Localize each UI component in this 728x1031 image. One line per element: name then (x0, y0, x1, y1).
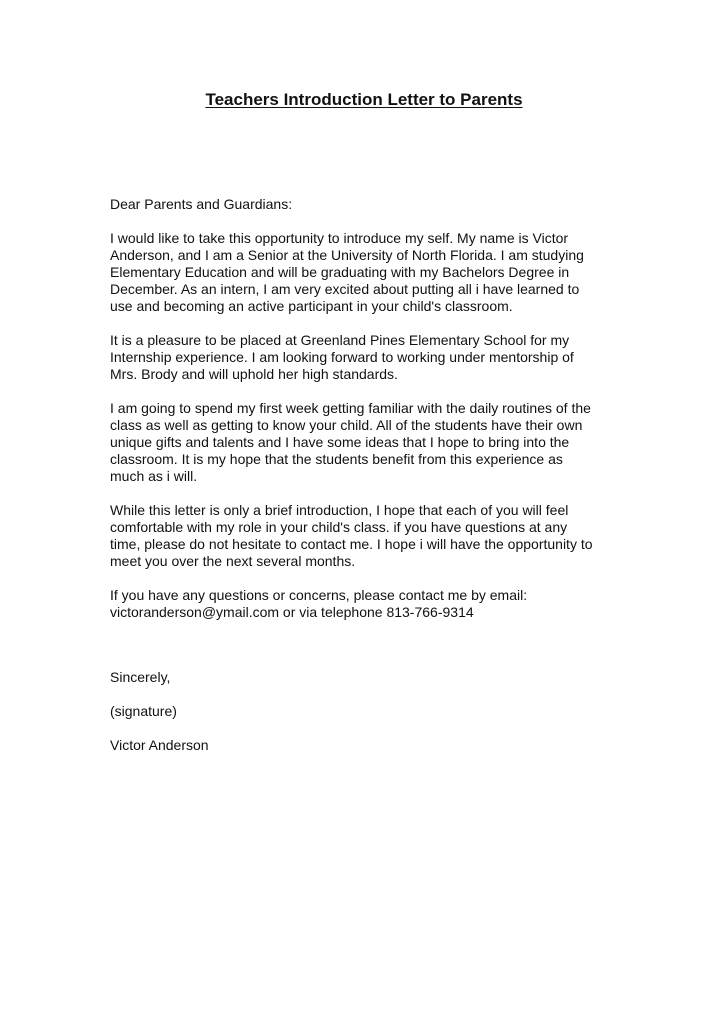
paragraph-line: meet you over the next several months. (110, 553, 356, 569)
paragraph-contact (110, 587, 625, 621)
paragraph-line: Anderson, and I am a Senior at the University of North Florida. I am studying (110, 247, 584, 263)
letter-body (110, 196, 625, 638)
letter-title: Teachers Introduction Letter to Parents (205, 90, 523, 109)
paragraph-line: Internship experience. I am looking forward to working under mentorship of (110, 349, 574, 365)
paragraph-line: December. As an intern, I am very excited about putting all i have learned to (110, 281, 580, 297)
paragraph-line: I would like to take this opportunity to introduce my self. My name is Victor (110, 230, 569, 246)
signer-name: Victor Anderson (110, 737, 209, 753)
paragraph-line: While this letter is only a brief introduction, I hope that each of you will feel (110, 502, 569, 518)
paragraph-line: Elementary Education and will be graduating with my Bachelors Degree in (110, 264, 570, 280)
closing: Sincerely, (110, 669, 171, 685)
paragraph-line: much as i will. (110, 468, 198, 484)
paragraph-line: Mrs. Brody and will uphold her high standards. (110, 366, 398, 382)
paragraph-line: use and becoming an active participant in your child's classroom. (110, 298, 513, 314)
paragraph-introduction (110, 230, 625, 315)
paragraph-line: classroom. It is my hope that the students benefit from this experience as (110, 451, 563, 467)
paragraph-line: unique gifts and talents and I have some ideas that I hope to bring into the (110, 434, 570, 450)
signature-placeholder: (signature) (110, 703, 177, 719)
paragraph-line: If you have any questions or concerns, please contact me by email: (110, 587, 528, 603)
paragraph-line: It is a pleasure to be placed at Greenland Pines Elementary School for my (110, 332, 570, 348)
paragraph-line: I am going to spend my first week getting familiar with the daily routines of the (110, 400, 591, 416)
paragraph-placement (110, 332, 625, 383)
contact-line: victoranderson@ymail.com or via telephone 813-766-9314 (110, 604, 474, 620)
paragraph-brief-intro (110, 502, 625, 570)
paragraph-line: time, please do not hesitate to contact me. I hope i will have the opportunity to (110, 536, 593, 552)
salutation: Dear Parents and Guardians: (110, 196, 293, 212)
paragraph-line: comfortable with my role in your child's class. if you have questions at any (110, 519, 568, 535)
paragraph-first-week (110, 400, 625, 485)
paragraph-line: class as well as getting to know your child. All of the students have their own (110, 417, 583, 433)
